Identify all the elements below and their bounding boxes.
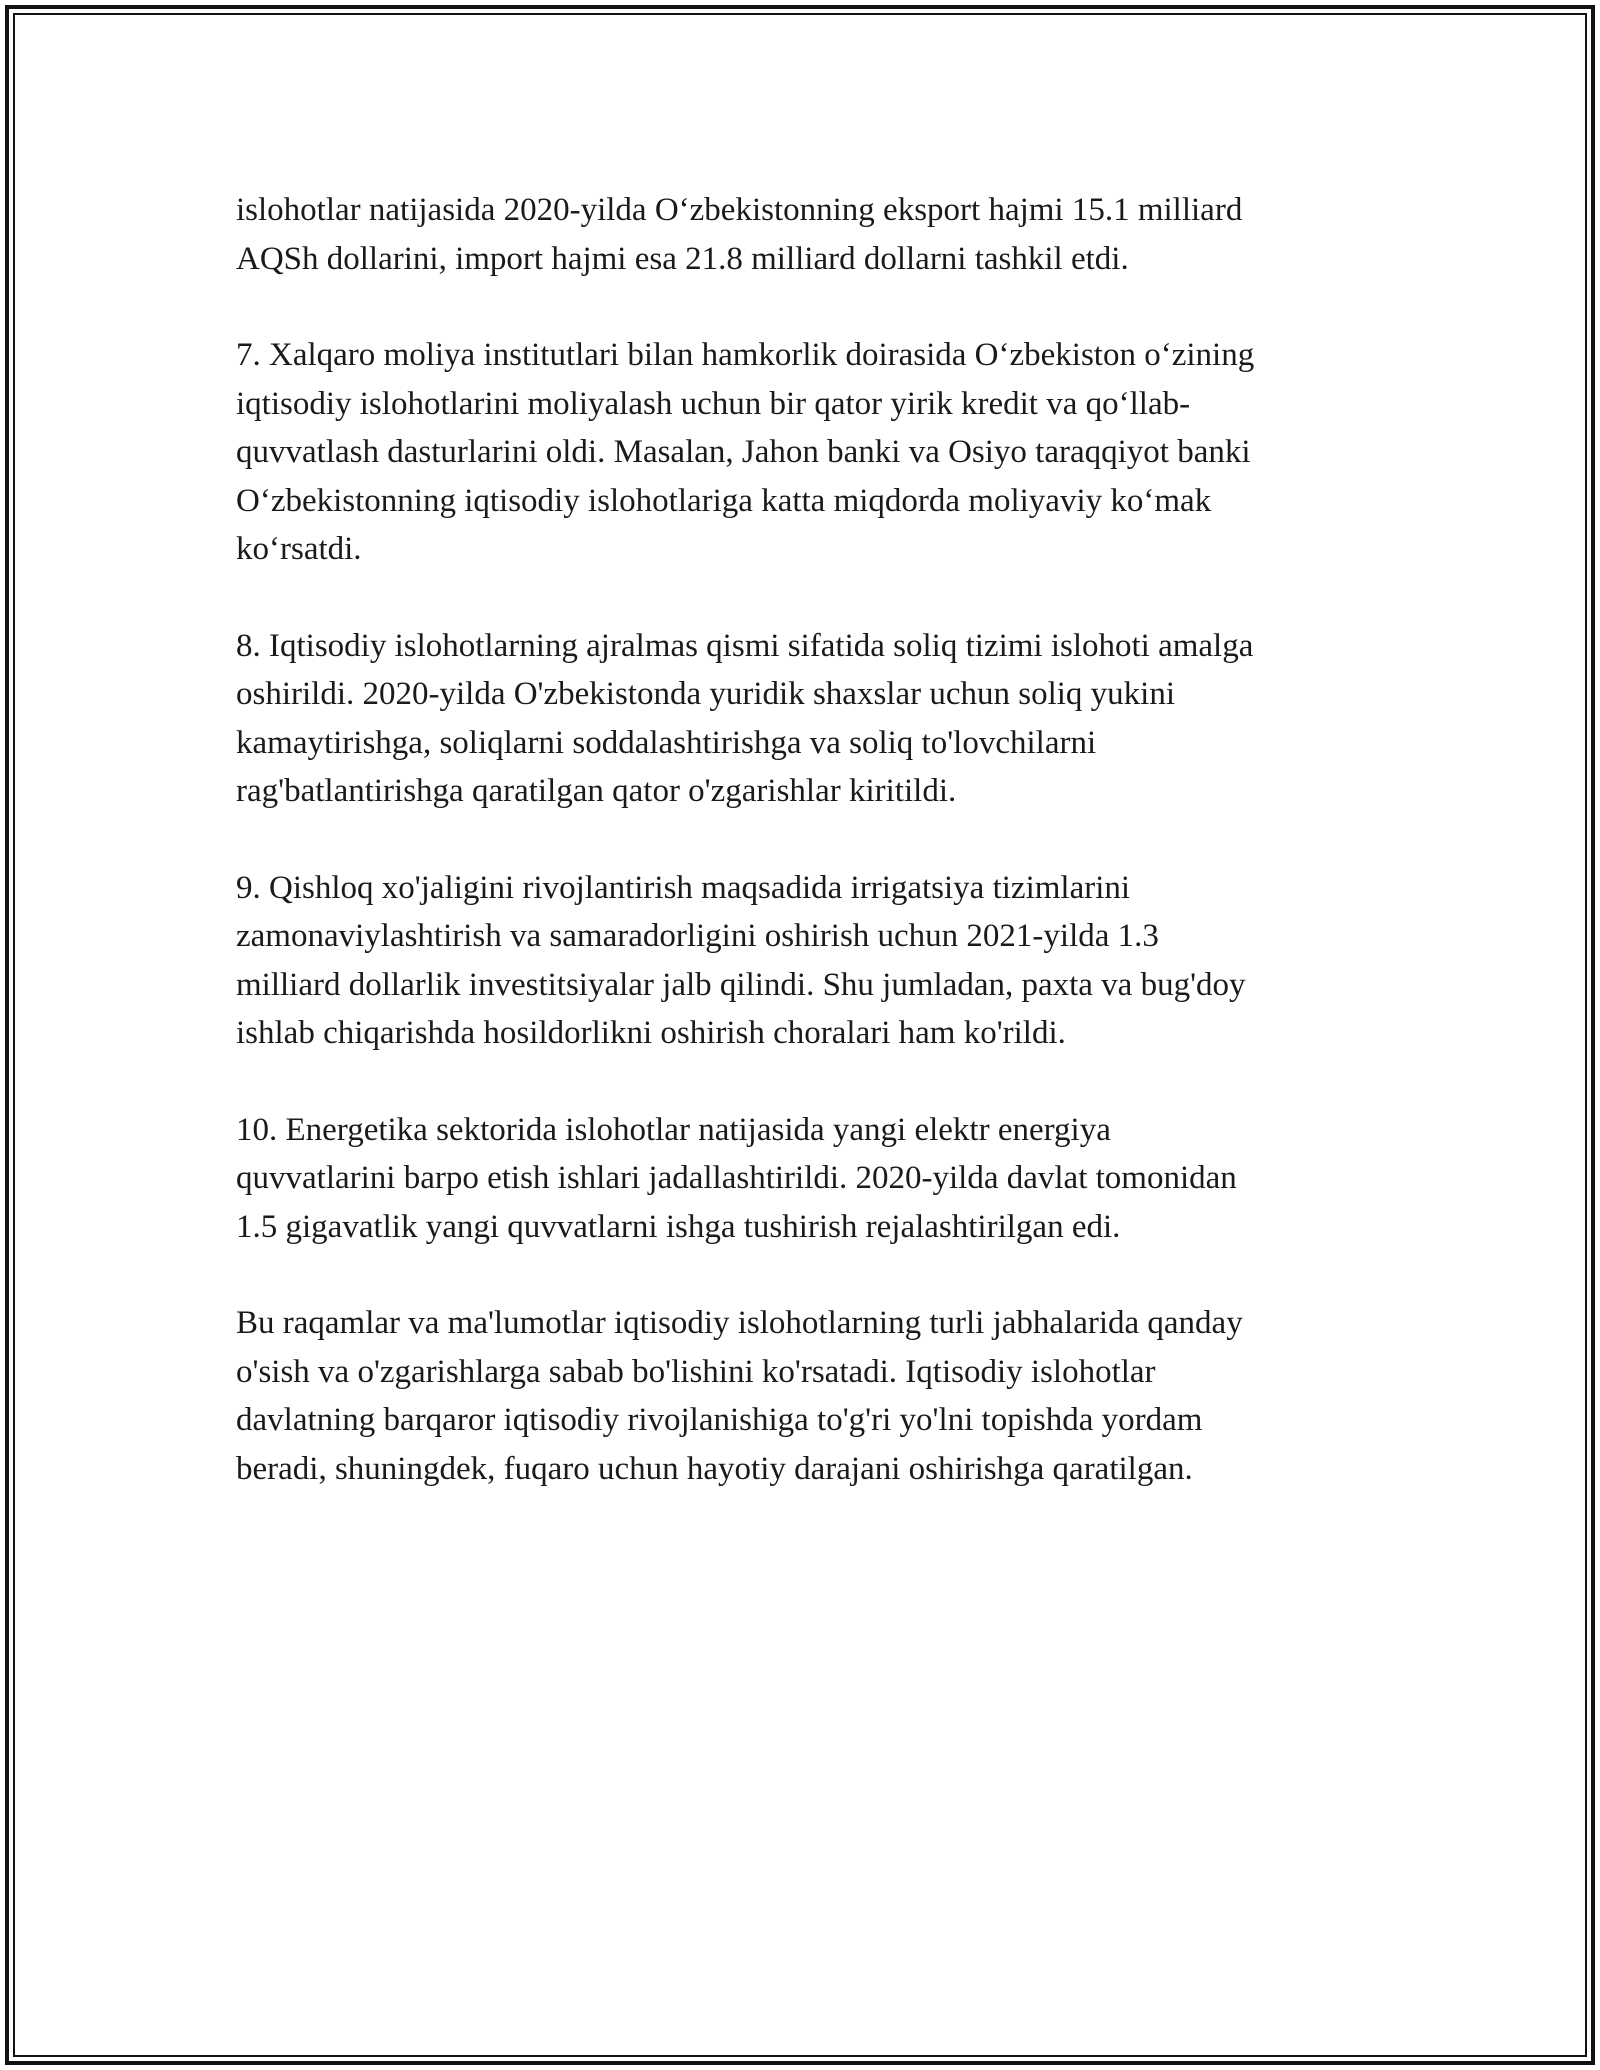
paragraph-9-agriculture: 9. Qishloq xo'jaligini rivojlantirish maqsadida irrigatsiya tizimlarini zamonaviylashtirish va samaradorligini oshirish uchun 2021-yilda 1.3 milliard dollarlik investitsiyalar jalb qilindi. Shu jumladan, paxta va bug'doy ishlab chiqarishda hosildorlikni oshirish choralari ham ko'rildi. xyxy=(236,869,1246,1051)
paragraph-8-tax-reform: 8. Iqtisodiy islohotlarning ajralmas qismi sifatida soliq tizimi islohoti amalga oshirildi. 2020-yilda O'zbekistonda yuridik shaxslar uchun soliq yukini kamaytirishga, soliqlarni soddalashtirishga va soliq to'lovchilarni rag'batlantirishga qaratilgan qator o'zgarishlar kiritildi. xyxy=(236,627,1254,809)
paragraph-10-energy: 10. Energetika sektorida islohotlar natijasida yangi elektr energiya quvvatlarini barpo etish ishlari jadallashtirildi. 2020-yilda davlat tomonidan 1.5 gigavatlik yangi quvvatlarni ishga tushirish rejalashtirilgan edi. xyxy=(236,1111,1237,1245)
paragraph-conclusion: Bu raqamlar va ma'lumotlar iqtisodiy islohotlarning turli jabhalarida qanday o'sish va o'zgarishlarga sabab bo'lishini ko'rsatadi. Iqtisodiy islohotlar davlatning barqaror iqtisodiy rivojlanishiga to'g'ri yo'lni topishda yordam beradi, shuningdek, fuqaro uchun hayotiy darajani oshirishga qaratilgan. xyxy=(236,1305,1243,1487)
paragraph-export-import: islohotlar natijasida 2020-yilda O‘zbekistonning eksport hajmi 15.1 milliard AQSh dollarini, import hajmi esa 21.8 milliard dollarni tashkil etdi. xyxy=(236,192,1243,277)
document-body xyxy=(236,186,1376,1541)
paragraph-7-international-finance: 7. Xalqaro moliya institutlari bilan hamkorlik doirasida O‘zbekiston o‘zining iqtisodiy islohotlarini moliyalash uchun bir qator yirik kredit va qo‘llab- quvvatlash dasturlarini oldi. Masalan, Jahon banki va Osiyo taraqqiyot banki O‘zbekistonning iqtisodiy islohotlariga katta miqdorda moliyaviy ko‘mak ko‘rsatdi. xyxy=(236,337,1255,567)
